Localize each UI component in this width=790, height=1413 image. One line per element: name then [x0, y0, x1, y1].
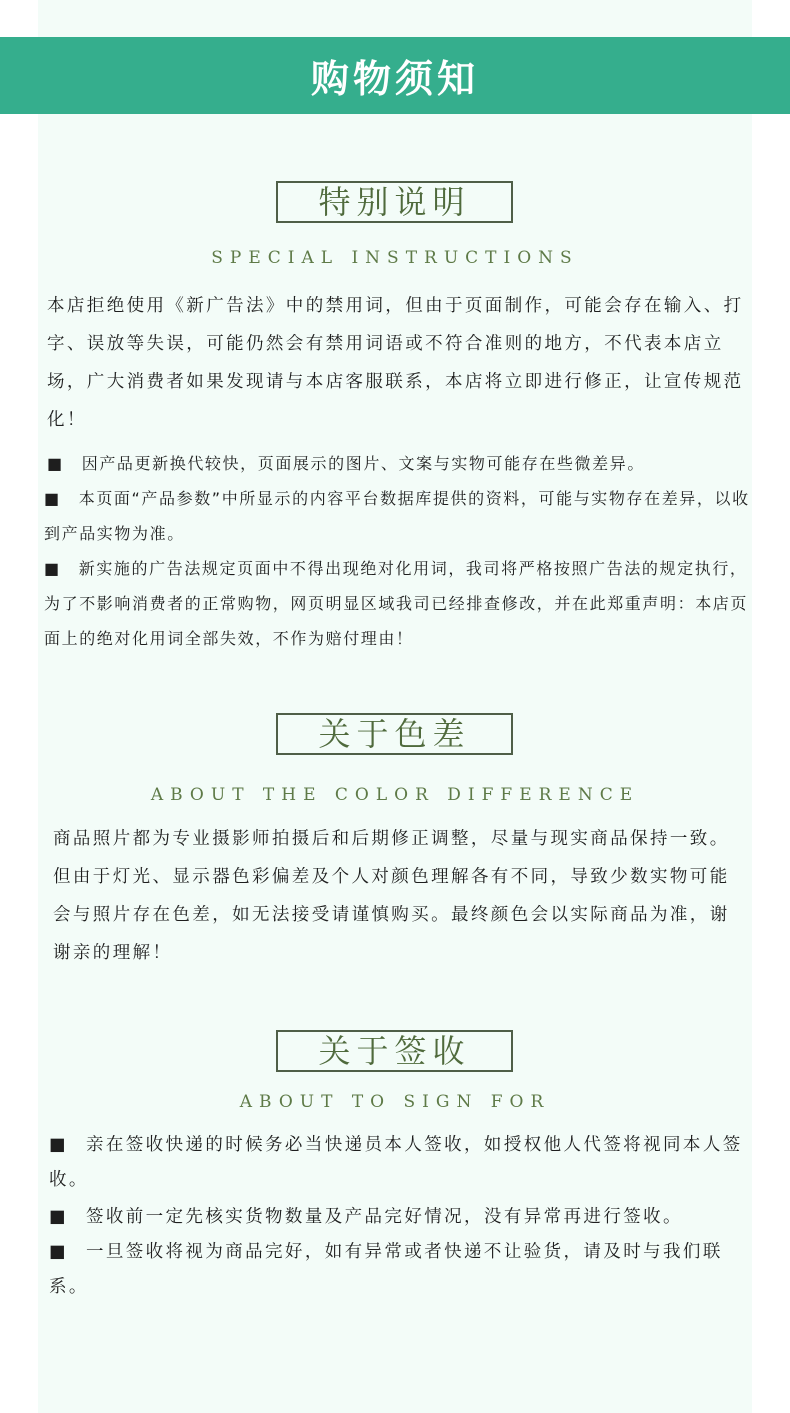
page-title: 购物须知 [310, 56, 479, 101]
section-title-box-color [276, 713, 513, 755]
bullet-mark: ■ [44, 559, 61, 578]
section-title: 关于签收 [318, 1032, 471, 1070]
bullet-mark: ■ [47, 454, 64, 473]
section-subtitle: ABOUT TO SIGN FOR [239, 1092, 551, 1112]
list-item: ■ 亲在签收快递的时候务必当快递员本人签收，如授权他人代签将视同本人签收。 [49, 1135, 743, 1190]
section-title-box-sign [276, 1030, 513, 1072]
bullet-mark: ■ [49, 1207, 68, 1227]
section-subtitle: SPECIAL INSTRUCTIONS [211, 248, 579, 268]
section-title: 特别说明 [318, 183, 471, 221]
bullet-mark: ■ [44, 489, 61, 508]
list-item: ■ 本页面“产品参数”中所显示的内容平台数据库提供的资料，可能与实物存在差异，以收到产品实物为准。 [44, 489, 750, 543]
bullet-mark: ■ [49, 1242, 68, 1262]
bullet-mark: ■ [49, 1135, 68, 1155]
section-paragraph: 本店拒绝使用《新广告法》中的禁用词，但由于页面制作，可能会存在输入、打字、误放等失误，可能仍然会有禁用词语或不符合准则的地方，不代表本店立场，广大消费者如果发现请与本店客服联系，本店将立即进行修正，让宣传规范化！ [47, 296, 744, 430]
list-item: ■ 新实施的广告法规定页面中不得出现绝对化用词，我司将严格按照广告法的规定执行，为了不影响消费者的正常购物，网页明显区域我司已经排查修改，并在此郑重声明：本店页面上的绝对化用词全部失效，不作为赔付理由！ [44, 559, 749, 648]
list-item: ■ 签收前一定先核实货物数量及产品完好情况，没有异常再进行签收。 [49, 1207, 683, 1227]
section-title: 关于色差 [318, 715, 471, 753]
section-subtitle: ABOUT THE COLOR DIFFERENCE [150, 785, 640, 805]
list-item: ■ 因产品更新换代较快，页面展示的图片、文案与实物可能存在些微差异。 [47, 454, 645, 473]
header-banner [0, 37, 790, 114]
section-paragraph: 商品照片都为专业摄影师拍摄后和后期修正调整，尽量与现实商品保持一致。但由于灯光、显示器色彩偏差及个人对颜色理解各有不同，导致少数实物可能会与照片存在色差，如无法接受请谨慎购买。最终颜色会以实际商品为准，谢谢亲的理解！ [53, 829, 730, 963]
list-item: ■ 一旦签收将视为商品完好，如有异常或者快递不让验货，请及时与我们联系。 [49, 1242, 723, 1297]
section-title-box-special [276, 181, 513, 223]
